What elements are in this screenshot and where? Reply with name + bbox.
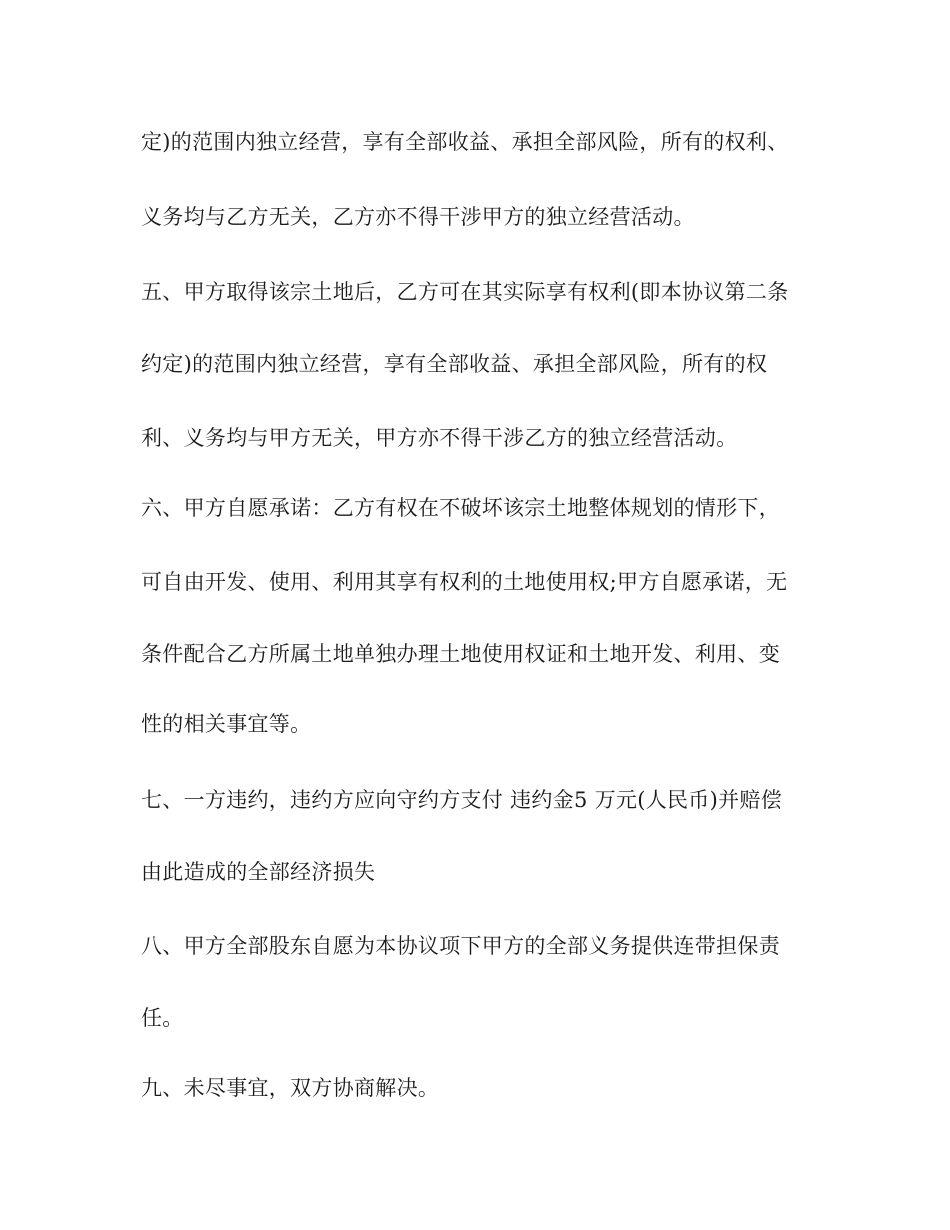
text-line: 定)的范围内独立经营，享有全部收益、承担全部风险，所有的权利、 [141, 130, 789, 154]
clause-9-line: 九、未尽事宜，双方协商解决。 [141, 1076, 440, 1100]
clause-7-line: 七、一方违约，违约方应向守约方支付 违约金5 万元(人民币)并赔偿 [141, 788, 782, 812]
text-line: 义务均与乙方无关，乙方亦不得干涉甲方的独立经营活动。 [141, 205, 695, 229]
text-line: 条件配合乙方所属土地单独办理土地使用权证和土地开发、利用、变 [141, 642, 780, 666]
text-line: 由此造成的全部经济损失 [141, 860, 376, 884]
text-line: 可自由开发、使用、利用其享有权利的土地使用权;甲方自愿承诺，无 [141, 570, 788, 594]
text-line: 利、义务均与甲方无关，甲方亦不得干涉乙方的独立经营活动。 [141, 426, 738, 450]
text-line: 性的相关事宜等。 [141, 712, 312, 736]
clause-5-line: 五、甲方取得该宗土地后，乙方可在其实际享有权利(即本协议第二条 [141, 280, 789, 304]
clause-6-line: 六、甲方自愿承诺：乙方有权在不破坏该宗土地整体规划的情形下， [141, 496, 780, 520]
text-line: 约定)的范围内独立经营，享有全部收益、承担全部风险，所有的权 [141, 352, 768, 376]
text-line: 任。 [141, 1006, 184, 1030]
clause-8-line: 八、甲方全部股东自愿为本协议项下甲方的全部义务提供连带担保责 [141, 934, 780, 958]
